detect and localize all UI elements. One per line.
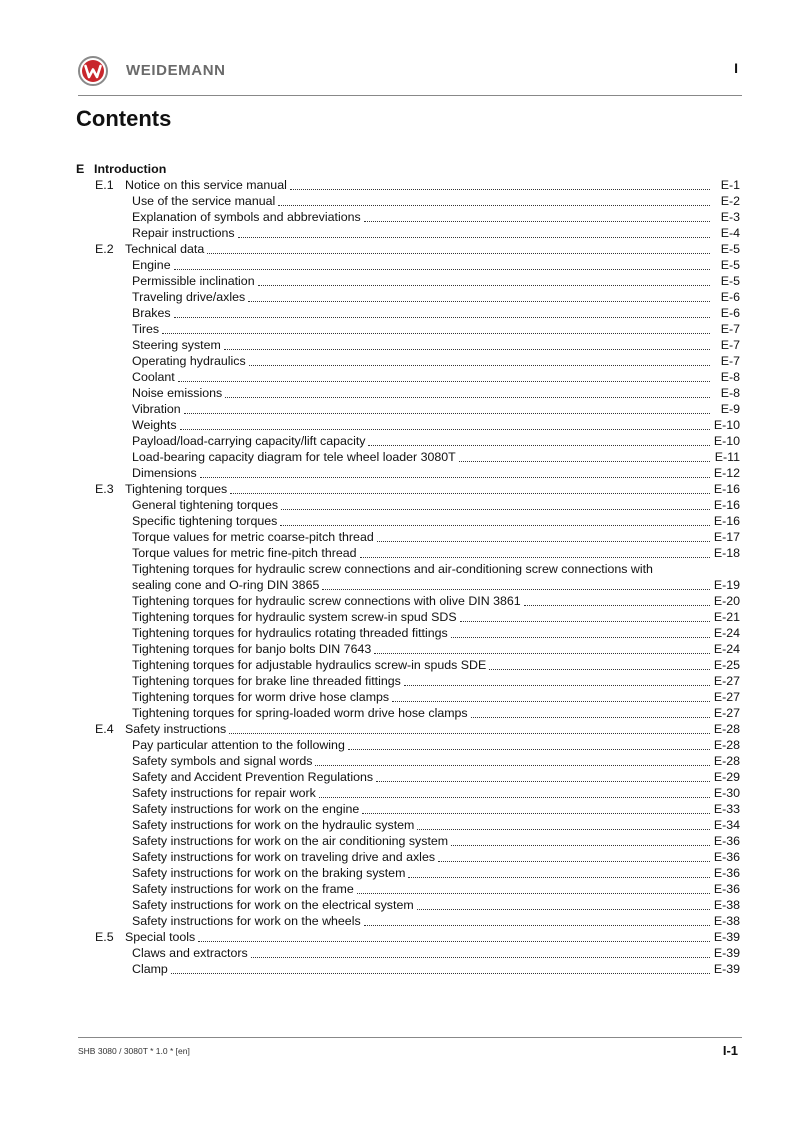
toc-entry-label: Safety instructions for work on the wheels	[132, 914, 361, 928]
dot-leader	[417, 818, 710, 830]
toc-entry-label: Safety instructions for work on the braking system	[132, 866, 406, 880]
toc-entry-number: E.1	[95, 178, 114, 192]
toc-entry-label: Safety instructions for work on the frame	[132, 882, 354, 896]
toc-entry-label: Permissible inclination	[132, 274, 255, 288]
toc-entry-page: E-38	[713, 914, 740, 928]
section-letter: E	[76, 162, 85, 176]
toc-entry[interactable]	[76, 865, 740, 881]
page-header	[78, 56, 742, 86]
toc-entry-page: E-30	[713, 786, 740, 800]
toc-entry-label: Explanation of symbols and abbreviations	[132, 210, 361, 224]
toc-entry-label: Safety symbols and signal words	[132, 754, 313, 768]
toc-entry-page: E-11	[714, 450, 740, 464]
toc-entry-page: E-8	[720, 386, 740, 400]
toc-entry-label: Safety and Accident Prevention Regulations	[132, 770, 374, 784]
toc-entry[interactable]	[76, 225, 740, 241]
dot-leader	[459, 450, 710, 462]
toc-entry[interactable]	[76, 385, 740, 401]
dot-leader	[225, 386, 710, 398]
toc-entry-label: Tightening torques for spring-loaded worm drive hose clamps	[132, 706, 468, 720]
toc-entry-page: E-36	[713, 850, 740, 864]
toc-entry[interactable]	[76, 353, 740, 369]
dot-leader	[451, 834, 710, 846]
section-heading	[76, 161, 740, 177]
toc-entry-label: Special tools	[125, 930, 196, 944]
dot-leader	[230, 482, 710, 494]
toc-entry[interactable]	[76, 177, 740, 193]
document-id: SHB 3080 / 3080T * 1.0 * [en]	[78, 1046, 190, 1056]
toc-entry[interactable]	[76, 289, 740, 305]
toc-entry-label: sealing cone and O-ring DIN 3865	[132, 578, 320, 592]
toc-entry-page: E-18	[713, 546, 740, 560]
dot-leader	[198, 930, 710, 942]
toc-entry[interactable]	[76, 625, 740, 641]
toc-entry[interactable]	[76, 593, 740, 609]
toc-entry[interactable]	[76, 529, 740, 545]
toc-entry-page: E-6	[720, 290, 740, 304]
dot-leader	[348, 738, 710, 750]
dot-leader	[174, 306, 710, 318]
toc-entry-label: Safety instructions for work on the air conditioning system	[132, 834, 449, 848]
toc-entry-page: E-27	[713, 674, 740, 688]
weidemann-logo-icon	[78, 56, 108, 86]
toc-entry-page: E-7	[720, 354, 740, 368]
dot-leader	[174, 258, 710, 270]
toc-entry-label: Steering system	[132, 338, 221, 352]
dot-leader	[229, 722, 710, 734]
toc-entry-page: E-24	[713, 642, 740, 656]
brand-name: WEIDEMANN	[126, 62, 226, 79]
toc-entry-label: Traveling drive/axles	[132, 290, 246, 304]
toc-entry[interactable]	[76, 449, 740, 465]
toc-entry[interactable]	[76, 321, 740, 337]
dot-leader	[408, 866, 710, 878]
dot-leader	[362, 802, 710, 814]
toc-entry[interactable]	[76, 337, 740, 353]
toc-entry[interactable]	[76, 209, 740, 225]
dot-leader	[417, 898, 710, 910]
toc-entry[interactable]	[76, 545, 740, 561]
toc-entry[interactable]	[76, 481, 740, 497]
dot-leader	[460, 610, 710, 622]
toc-entry-page: E-17	[713, 530, 740, 544]
toc-entry-page: E-7	[720, 338, 740, 352]
dot-leader	[249, 354, 710, 366]
toc-entry[interactable]	[76, 753, 740, 769]
dot-leader	[322, 578, 710, 590]
page-number: I-1	[722, 1043, 738, 1058]
toc-entry-label: Safety instructions for work on the electrical system	[132, 898, 414, 912]
dot-leader	[364, 210, 710, 222]
toc-entry-page: E-24	[713, 626, 740, 640]
toc-entry-label: Tightening torques for hydraulic screw connections with olive DIN 3861	[132, 594, 521, 608]
toc-entry[interactable]	[76, 257, 740, 273]
toc-entry-page: E-39	[713, 930, 740, 944]
header-divider	[78, 95, 742, 96]
toc-entry-label: Safety instructions for work on the hydraulic system	[132, 818, 415, 832]
toc-entry-page: E-28	[713, 722, 740, 736]
toc-entry-page: E-29	[713, 770, 740, 784]
toc-entry-label: Torque values for metric fine-pitch thread	[132, 546, 357, 560]
toc-entry-number: E.3	[95, 482, 114, 496]
toc-entry[interactable]	[76, 961, 740, 977]
dot-leader	[471, 706, 710, 718]
dot-leader	[281, 498, 710, 510]
toc-entry[interactable]	[76, 721, 740, 737]
dot-leader	[238, 226, 710, 238]
toc-entry-label: Tightening torques for adjustable hydraulics screw-in spuds SDE	[132, 658, 487, 672]
dot-leader	[178, 370, 710, 382]
toc-entry[interactable]	[76, 417, 740, 433]
toc-entry-label: Tightening torques for worm drive hose clamps	[132, 690, 390, 704]
toc-entry-label: Technical data	[125, 242, 205, 256]
dot-leader	[438, 850, 710, 862]
toc-entry-label: Payload/load-carrying capacity/lift capacity	[132, 434, 366, 448]
dot-leader	[224, 338, 710, 350]
toc-entry-label: Dimensions	[132, 466, 197, 480]
toc-entry-label: General tightening torques	[132, 498, 279, 512]
toc-entry-page: E-10	[713, 418, 740, 432]
dot-leader	[258, 274, 710, 286]
toc-entry[interactable]	[76, 913, 740, 929]
toc-entry-label: Clamp	[132, 962, 168, 976]
toc-entry-page: E-36	[713, 834, 740, 848]
toc-entry-page: E-16	[713, 498, 740, 512]
toc-entry[interactable]	[76, 401, 740, 417]
toc-entry-label: Claws and extractors	[132, 946, 248, 960]
toc-entry-label: Tightening torques	[125, 482, 228, 496]
toc-entry[interactable]	[76, 705, 740, 721]
toc-entry[interactable]	[76, 929, 740, 945]
toc-entry-page: E-33	[713, 802, 740, 816]
toc-entry[interactable]	[76, 497, 740, 513]
dot-leader	[451, 626, 710, 638]
toc-entry-page: E-21	[713, 610, 740, 624]
toc-entry[interactable]	[76, 945, 740, 961]
toc-entry[interactable]	[76, 241, 740, 257]
toc-entry-label: Notice on this service manual	[125, 178, 287, 192]
toc-entry[interactable]	[76, 305, 740, 321]
dot-leader	[319, 786, 710, 798]
toc-entry[interactable]	[76, 465, 740, 481]
toc-entry[interactable]	[76, 513, 740, 529]
toc-entry-label: Safety instructions for work on traveling drive and axles	[132, 850, 436, 864]
toc-entry-number: E.2	[95, 242, 114, 256]
toc-entry-label: Vibration	[132, 402, 181, 416]
section-mark: I	[734, 60, 738, 76]
footer-divider	[78, 1037, 742, 1038]
toc-entry-label: Repair instructions	[132, 226, 235, 240]
toc-entry-page: E-3	[720, 210, 740, 224]
dot-leader	[404, 674, 710, 686]
dot-leader	[377, 530, 710, 542]
toc-entry-label: Brakes	[132, 306, 171, 320]
dot-leader	[376, 770, 710, 782]
toc-entry-label: Load-bearing capacity diagram for tele wheel loader 3080T	[132, 450, 456, 464]
toc-entry[interactable]	[76, 193, 740, 209]
toc-entry-label: Tightening torques for brake line threaded fittings	[132, 674, 401, 688]
dot-leader	[368, 434, 710, 446]
toc-entry-label: Coolant	[132, 370, 175, 384]
dot-leader	[248, 290, 710, 302]
toc-entry-label: Operating hydraulics	[132, 354, 246, 368]
toc-entry-label: Safety instructions	[125, 722, 227, 736]
dot-leader	[360, 546, 710, 558]
toc-entry-label: Safety instructions for repair work	[132, 786, 316, 800]
toc-entry[interactable]	[76, 849, 740, 865]
toc-entry[interactable]	[76, 561, 740, 593]
toc-entry-label-line: Tightening torques for hydraulic screw connections and air-conditioning screw connections with	[132, 562, 653, 576]
toc-entry-page: E-27	[713, 690, 740, 704]
toc-entry-page: E-16	[713, 514, 740, 528]
toc-entry[interactable]	[76, 609, 740, 625]
toc-entry-page: E-28	[713, 754, 740, 768]
toc-entry-number: E.4	[95, 722, 114, 736]
toc-entry[interactable]	[76, 433, 740, 449]
toc-entry[interactable]	[76, 657, 740, 673]
toc-entry-page: E-25	[713, 658, 740, 672]
table-of-contents	[76, 161, 740, 977]
toc-entry-label: Tightening torques for hydraulic system screw-in spud SDS	[132, 610, 457, 624]
dot-leader	[392, 690, 710, 702]
dot-leader	[278, 194, 710, 206]
toc-entry-page: E-16	[713, 482, 740, 496]
toc-entry-label: Tightening torques for hydraulics rotating threaded fittings	[132, 626, 448, 640]
toc-entry-page: E-8	[720, 370, 740, 384]
toc-entry-page: E-39	[713, 962, 740, 976]
toc-entry-page: E-9	[720, 402, 740, 416]
dot-leader	[180, 418, 710, 430]
toc-entry-label: Tightening torques for banjo bolts DIN 7643	[132, 642, 372, 656]
toc-entry-page: E-36	[713, 866, 740, 880]
toc-entry[interactable]	[76, 897, 740, 913]
page-title: Contents	[76, 106, 172, 131]
dot-leader	[184, 402, 710, 414]
toc-entry[interactable]	[76, 817, 740, 833]
toc-entry-page: E-2	[720, 194, 740, 208]
dot-leader	[200, 466, 710, 478]
toc-entry-page: E-10	[713, 434, 740, 448]
toc-entry[interactable]	[76, 833, 740, 849]
toc-entry-label: Torque values for metric coarse-pitch thread	[132, 530, 374, 544]
toc-entry-label: Specific tightening torques	[132, 514, 278, 528]
toc-entry-page: E-34	[713, 818, 740, 832]
dot-leader	[357, 882, 710, 894]
dot-leader	[364, 914, 710, 926]
dot-leader	[251, 946, 710, 958]
toc-entry-number: E.5	[95, 930, 114, 944]
toc-entry-page: E-7	[720, 322, 740, 336]
toc-entry-page: E-39	[713, 946, 740, 960]
toc-entry-page: E-1	[720, 178, 740, 192]
toc-entry[interactable]	[76, 801, 740, 817]
toc-entry-page: E-36	[713, 882, 740, 896]
toc-entry[interactable]	[76, 641, 740, 657]
toc-entry-page: E-5	[720, 258, 740, 272]
toc-entry[interactable]	[76, 737, 740, 753]
toc-entry[interactable]	[76, 273, 740, 289]
toc-entry[interactable]	[76, 785, 740, 801]
dot-leader	[374, 642, 710, 654]
toc-entry-label: Weights	[132, 418, 177, 432]
toc-entry[interactable]	[76, 881, 740, 897]
toc-entry-label: Use of the service manual	[132, 194, 276, 208]
toc-entry-page: E-5	[720, 242, 740, 256]
toc-entry-page: E-19	[713, 578, 740, 592]
toc-entry[interactable]	[76, 769, 740, 785]
dot-leader	[280, 514, 710, 526]
dot-leader	[315, 754, 710, 766]
toc-entry-label: Pay particular attention to the following	[132, 738, 345, 752]
dot-leader	[290, 178, 710, 190]
toc-entry-page: E-27	[713, 706, 740, 720]
toc-entry-page: E-5	[720, 274, 740, 288]
dot-leader	[171, 962, 710, 974]
dot-leader	[207, 242, 710, 254]
toc-entry-label: Engine	[132, 258, 171, 272]
toc-entry[interactable]	[76, 369, 740, 385]
toc-entry-label: Safety instructions for work on the engine	[132, 802, 360, 816]
toc-entry-label: Tires	[132, 322, 160, 336]
toc-entry[interactable]	[76, 689, 740, 705]
toc-entry-label: Noise emissions	[132, 386, 223, 400]
dot-leader	[524, 594, 710, 606]
dot-leader	[489, 658, 710, 670]
toc-entry-page: E-6	[720, 306, 740, 320]
toc-entry-page: E-12	[713, 466, 740, 480]
section-title: Introduction	[94, 162, 167, 176]
toc-entry-page: E-28	[713, 738, 740, 752]
dot-leader	[162, 322, 710, 334]
toc-entry-page: E-20	[713, 594, 740, 608]
toc-entry-page: E-4	[720, 226, 740, 240]
toc-entry[interactable]	[76, 673, 740, 689]
toc-entry-page: E-38	[713, 898, 740, 912]
